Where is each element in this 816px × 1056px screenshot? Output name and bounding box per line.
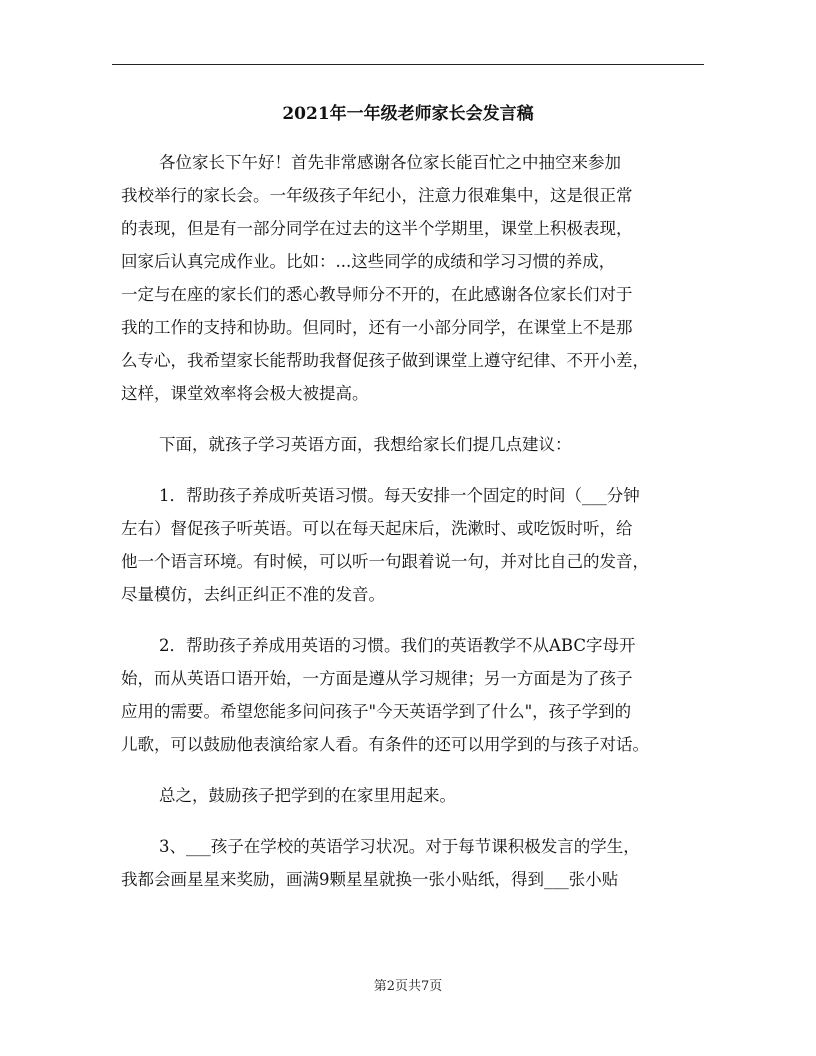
header-rule bbox=[112, 64, 704, 65]
paragraph bbox=[121, 146, 706, 410]
document-title: 2021年一年级老师家长会发言稿 bbox=[282, 104, 534, 124]
paragraph-line: 2．帮助孩子养成用英语的习惯。我们的英语教学不从ABC字母开 bbox=[159, 636, 636, 655]
paragraph-line: 下面，就孩子学习英语方面，我想给家长们提几点建议： bbox=[159, 435, 572, 454]
paragraph bbox=[121, 830, 706, 896]
paragraph-line: 我的工作的支持和协助。但同时，还有一小部分同学，在课堂上不是那 bbox=[121, 318, 633, 337]
paragraph-line: 我校举行的家长会。一年级孩子年纪小，注意力很难集中，这是很正常 bbox=[121, 186, 633, 205]
paragraph-line: 各位家长下午好！首先非常感谢各位家长能百忙之中抽空来参加 bbox=[159, 153, 621, 172]
paragraph-line: 的表现，但是有一部分同学在过去的这半个学期里，课堂上积极表现， bbox=[121, 219, 633, 238]
paragraph-line: 这样，课堂效率将会极大被提高。 bbox=[121, 384, 369, 403]
paragraph-line: 应用的需要。希望您能多问问孩子"今天英语学到了什么"，孩子学到的 bbox=[121, 702, 632, 721]
paragraph-line: 儿歌，可以鼓励他表演给家人看。有条件的还可以用学到的与孩子对话。 bbox=[121, 735, 649, 754]
paragraph-line: 一定与在座的家长们的悉心教导师分不开的，在此感谢各位家长们对于 bbox=[121, 285, 633, 304]
paragraph-line: 左右）督促孩子听英语。可以在每天起床后，洗漱时、或吃饭时听，给 bbox=[121, 519, 633, 538]
paragraph bbox=[121, 428, 706, 461]
paragraph bbox=[121, 629, 706, 761]
paragraph-line: 回家后认真完成作业。比如：...这些同学的成绩和学习习惯的养成， bbox=[121, 252, 616, 271]
document-body bbox=[121, 146, 706, 914]
paragraph bbox=[121, 779, 706, 812]
paragraph-line: 3、___孩子在学校的英语学习状况。对于每节课积极发言的学生， bbox=[159, 837, 640, 856]
paragraph-line: 尽量模仿，去纠正纠正不准的发音。 bbox=[121, 585, 385, 604]
paragraph-line: 他一个语言环境。有时候，可以听一句跟着说一句，并对比自己的发音， bbox=[121, 552, 649, 571]
paragraph-line: 我都会画星星来奖励，画满9颗星星就换一张小贴纸，得到___张小贴 bbox=[121, 870, 619, 889]
paragraph-line: 总之，鼓励孩子把学到的在家里用起来。 bbox=[159, 786, 456, 805]
paragraph-line: 1．帮助孩子养成听英语习惯。每天安排一个固定的时间（___分钟 bbox=[159, 486, 640, 505]
paragraph-line: 么专心，我希望家长能帮助我督促孩子做到课堂上遵守纪律、不开小差， bbox=[121, 351, 649, 370]
page-footer: 第2页共7页 bbox=[373, 979, 443, 994]
paragraph bbox=[121, 479, 706, 611]
paragraph-line: 始，而从英语口语开始，一方面是遵从学习规律；另一方面是为了孩子 bbox=[121, 669, 633, 688]
